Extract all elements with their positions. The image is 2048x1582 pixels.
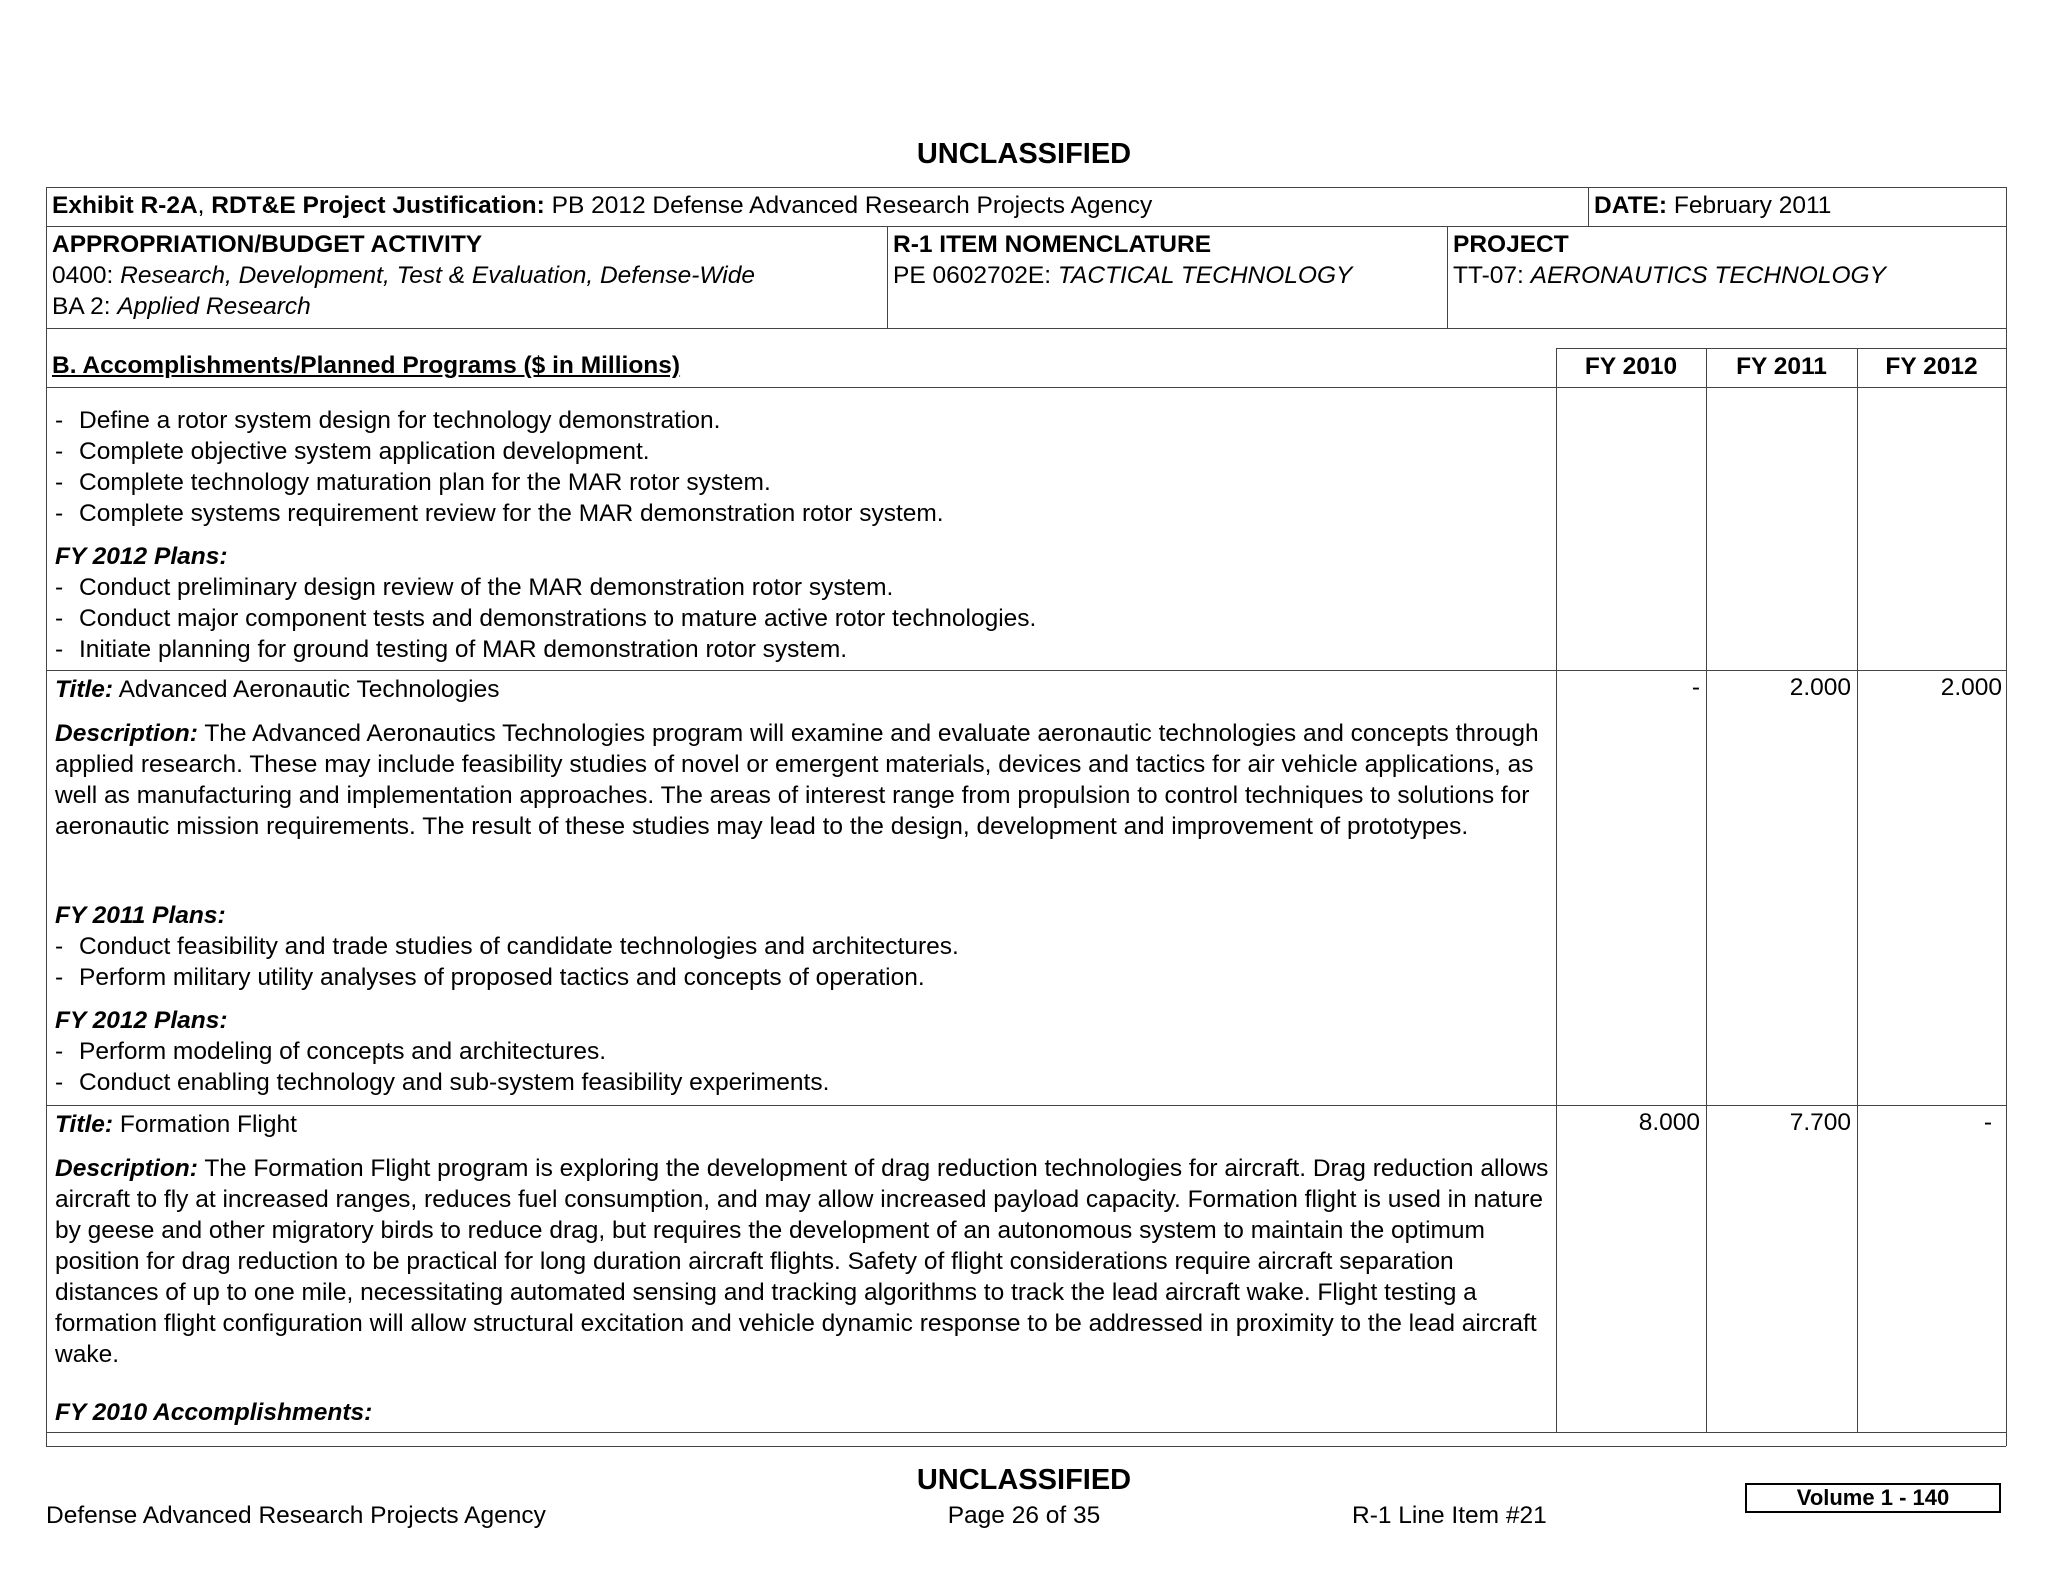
aat-plans-2012-heading: FY 2012 Plans: (55, 1007, 228, 1034)
fy-header-2011: FY 2011 (1736, 353, 1827, 380)
section-title: B. Accomplishments/Planned Programs ($ in Millions) (52, 352, 681, 379)
aat-fy2011-value: 2.000 (1789, 674, 1851, 701)
classification-banner-top: UNCLASSIFIED (916, 138, 1132, 170)
ff-fy2010-value: 8.000 (1638, 1109, 1700, 1136)
r1-item-cell (893, 229, 1352, 291)
continuation-block (55, 405, 1036, 665)
exhibit-title: Exhibit R-2A, RDT&E Project Justification: PB 2012 Defense Advanced Research Projects Agency (52, 192, 1153, 219)
fy2010-col-left (1556, 348, 1557, 1432)
header-divider-2 (46, 328, 2006, 329)
appropriation-label: APPROPRIATION/BUDGET ACTIVITY (52, 231, 483, 258)
footer-volume-box: Volume 1 - 140 (1745, 1483, 2001, 1513)
aat-plans-2011-heading: FY 2011 Plans: (55, 902, 226, 929)
fy-header-2012: FY 2012 (1885, 353, 1978, 380)
project-divider (1447, 226, 1448, 328)
aat-plans (55, 900, 959, 1098)
aat-fy2010-value: - (1691, 674, 1700, 701)
footer-line-item: R-1 Line Item #21 (1352, 1502, 1547, 1529)
row-divider-3 (46, 1432, 2006, 1433)
table-border-right (2006, 187, 2007, 1446)
date-field (1594, 190, 1831, 221)
list-item: - Perform modeling of concepts and architectures. (55, 1038, 607, 1065)
exhibit-label: Exhibit R-2A (52, 192, 198, 219)
r1-item-code: PE 0602702E: (893, 262, 1052, 289)
aat-plans-2012-items (55, 1036, 959, 1098)
r1-item-label: R-1 ITEM NOMENCLATURE (893, 231, 1212, 258)
list-item: - Conduct major component tests and demonstrations to mature active rotor technologies. (55, 605, 1037, 632)
ff-fy2012-value: - (1983, 1109, 1992, 1136)
project-text: AERONAUTICS TECHNOLOGY (1530, 262, 1886, 289)
list-item: - Complete objective system application development. (55, 438, 650, 465)
ff-fy2011-value: 7.700 (1789, 1109, 1851, 1136)
rdte-label: RDT&E Project Justification: (211, 192, 545, 219)
project-code: TT-07: (1453, 262, 1524, 289)
footer-agency: Defense Advanced Research Projects Agency (46, 1502, 546, 1529)
program-title-ff: Title: Formation Flight (55, 1111, 297, 1138)
section-divider (46, 387, 2006, 388)
date-value: February 2011 (1673, 192, 1832, 219)
classification-banner-bottom: UNCLASSIFIED (916, 1464, 1132, 1496)
ff-accomplishments-heading: FY 2010 Accomplishments: (55, 1399, 373, 1426)
budget-activity-text: Applied Research (117, 293, 311, 320)
r1-item-text: TACTICAL TECHNOLOGY (1057, 262, 1353, 289)
appropriation-text: Research, Development, Test & Evaluation, Defense-Wide (120, 262, 755, 289)
appropriation-code: 0400: (52, 262, 114, 289)
budget-activity-code: BA 2: (52, 293, 111, 320)
date-label: DATE: (1594, 192, 1668, 219)
ff-description: Description: The Formation Flight program is exploring the development of drag reduction technologies for aircraft. Drag reduction allows aircraft to fly at increased ranges, reduces fuel consumption, and may allow increased payload capacity. Formation flight is used in nature by geese and other migratory birds to reduce drag, but requires the development of an autonomous system to maintain the optimum position for drag reduction to be practical for long duration aircraft flights. Safety of flight considerations require aircraft separation distances of up to one mile, necessitating automated sensing and tracking algorithms to track the lead aircraft wake. Flight testing a formation flight configuration will allow structural excitation and vehicle dynamic response to be addressed in proximity to the lead aircraft wake. (55, 1155, 1549, 1368)
list-item: - Conduct feasibility and trade studies of candidate technologies and architectures. (55, 933, 959, 960)
list-item: - Complete technology maturation plan for the MAR rotor system. (55, 469, 771, 496)
aat-plans-2011-items (55, 931, 959, 993)
continuation-items (55, 405, 1036, 529)
continuation-plans-heading: FY 2012 Plans: (55, 543, 228, 570)
list-item: - Conduct preliminary design review of the MAR demonstration rotor system. (55, 574, 894, 601)
project-cell (1453, 229, 1886, 291)
date-divider (1588, 187, 1589, 226)
fy2011-col-left (1706, 348, 1707, 1432)
fy-header-top (1556, 348, 2006, 349)
list-item: - Perform military utility analyses of proposed tactics and concepts of operation. (55, 964, 925, 991)
continuation-plans-items (55, 572, 1036, 665)
table-border-left (46, 187, 47, 1446)
list-item: - Define a rotor system design for technology demonstration. (55, 407, 721, 434)
list-item: - Initiate planning for ground testing of MAR demonstration rotor system. (55, 636, 848, 663)
exhibit-rest: PB 2012 Defense Advanced Research Projects Agency (551, 192, 1153, 219)
table-border-top (46, 187, 2006, 188)
list-item: - Conduct enabling technology and sub-system feasibility experiments. (55, 1069, 830, 1096)
table-border-bottom (46, 1446, 2006, 1447)
aat-fy2012-value: 2.000 (1940, 674, 2002, 701)
aat-description: Description: The Advanced Aeronautics Technologies program will examine and evaluate aeronautic technologies and concepts through applied research. These may include feasibility studies of novel or emergent materials, devices and tactics for air vehicle applications, as well as manufacturing and implementation approaches. The areas of interest range from propulsion to control techniques to solutions for aeronautic mission requirements. The result of these studies may lead to the design, development and improvement of prototypes. (55, 720, 1539, 840)
row-divider-2 (46, 1105, 2006, 1106)
appropriation-cell (52, 229, 755, 322)
row-divider-1 (46, 670, 2006, 671)
program-title-aat: Title: Advanced Aeronautic Technologies (55, 676, 500, 703)
footer-page-number: Page 26 of 35 (947, 1502, 1101, 1529)
list-item: - Complete systems requirement review for the MAR demonstration rotor system. (55, 500, 944, 527)
fy-header-2010: FY 2010 (1584, 353, 1678, 380)
project-label: PROJECT (1453, 231, 1569, 258)
header-divider-1 (46, 226, 2006, 227)
fy2012-col-left (1857, 348, 1858, 1432)
r1-divider (887, 226, 888, 328)
